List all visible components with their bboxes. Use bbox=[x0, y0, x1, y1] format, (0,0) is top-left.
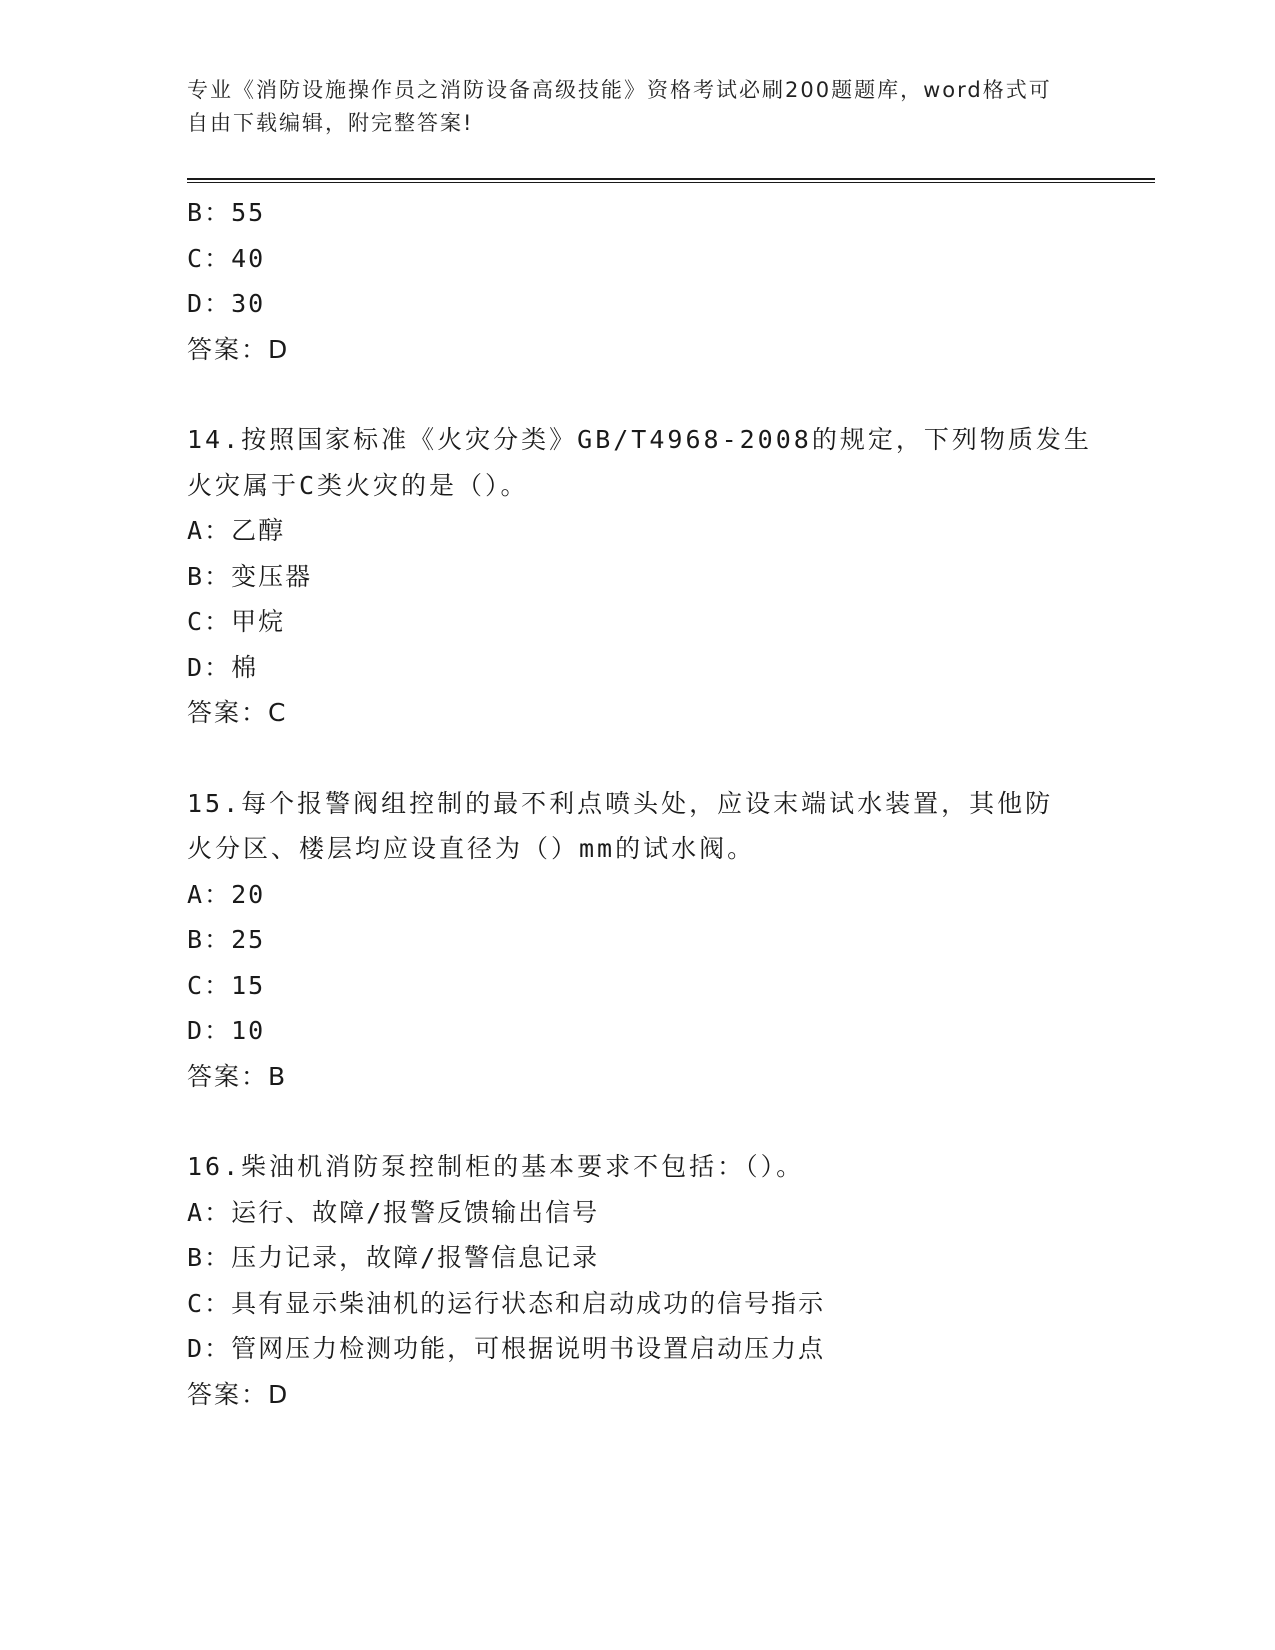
option-d: D：30 bbox=[187, 289, 266, 318]
question-15 bbox=[187, 781, 1087, 1100]
option-d: D：棉 bbox=[187, 652, 259, 682]
option-c: C：40 bbox=[187, 243, 266, 273]
option-b: B：压力记录，故障/报警信息记录 bbox=[187, 1243, 600, 1272]
header-rule-thin bbox=[187, 182, 1155, 183]
question-stem: 16.柴油机消防泵控制柜的基本要求不包括：（）。 bbox=[187, 1152, 805, 1181]
answer: 答案：D bbox=[187, 334, 290, 364]
question-stem: 14.按照国家标准《火灾分类》GB/T4968-2008的规定，下列物质发生 bbox=[187, 425, 1092, 454]
option-a: A：乙醇 bbox=[187, 516, 286, 545]
answer: 答案：B bbox=[187, 1061, 288, 1091]
question-13-continued bbox=[187, 190, 1087, 372]
option-a: A：20 bbox=[187, 879, 266, 909]
answer: 答案：D bbox=[187, 1379, 290, 1409]
option-b: B：25 bbox=[187, 925, 266, 954]
page-header: 专业《消防设施操作员之消防设备高级技能》资格考试必刷200题题库，word格式可自由下载编辑，附完整答案! bbox=[187, 78, 1052, 135]
option-c: C：具有显示柴油机的运行状态和启动成功的信号指示 bbox=[187, 1288, 826, 1318]
option-d: D：管网压力检测功能，可根据说明书设置启动压力点 bbox=[187, 1334, 826, 1363]
question-16 bbox=[187, 1144, 1087, 1417]
question-stem: 火灾属于C类火灾的是（）。 bbox=[187, 470, 529, 500]
option-b: B：55 bbox=[187, 198, 266, 227]
header-rule-thick bbox=[187, 178, 1155, 180]
option-c: C：15 bbox=[187, 970, 266, 1000]
question-14 bbox=[187, 417, 1092, 736]
question-list bbox=[187, 190, 1092, 1417]
option-d: D：10 bbox=[187, 1016, 266, 1045]
option-a: A：运行、故障/报警反馈输出信号 bbox=[187, 1197, 600, 1227]
option-b: B：变压器 bbox=[187, 561, 313, 591]
option-c: C：甲烷 bbox=[187, 607, 286, 636]
question-stem: 火分区、楼层均应设直径为（）mm的试水阀。 bbox=[187, 834, 756, 863]
answer: 答案：C bbox=[187, 698, 288, 727]
question-stem: 15.每个报警阀组控制的最不利点喷头处，应设末端试水装置，其他防 bbox=[187, 788, 1054, 818]
